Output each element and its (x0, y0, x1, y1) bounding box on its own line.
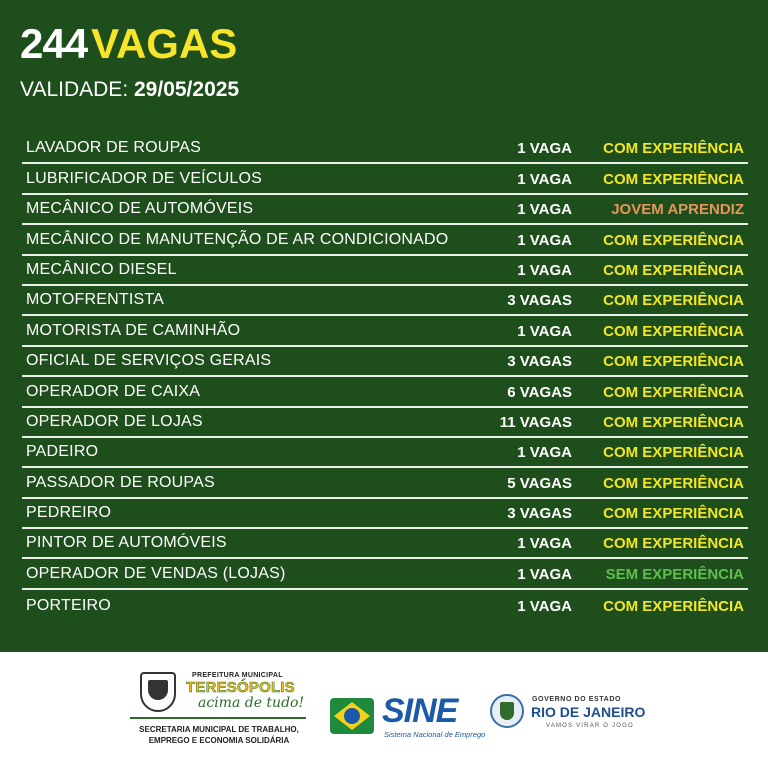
job-requirement: COM EXPERIÊNCIA (603, 261, 744, 279)
job-requirement: COM EXPERIÊNCIA (603, 598, 744, 616)
job-quantity: 1 VAGA (517, 322, 572, 340)
state-seal-icon (490, 694, 524, 728)
job-requirement: COM EXPERIÊNCIA (603, 322, 744, 340)
job-requirement: COM EXPERIÊNCIA (603, 413, 744, 431)
job-requirement: JOVEM APRENDIZ (611, 201, 744, 219)
job-quantity: 3 VAGAS (507, 292, 572, 310)
brazil-flag-icon (330, 694, 374, 738)
validity-date: 29/05/2025 (134, 78, 240, 101)
sine-subtitle: Sistema Nacional de Emprego (384, 730, 486, 739)
job-title: PADEIRO (26, 443, 99, 461)
job-requirement: COM EXPERIÊNCIA (603, 140, 744, 158)
footer-logos (0, 652, 768, 768)
crest-icon (140, 672, 176, 712)
job-quantity: 1 VAGA (517, 140, 572, 158)
job-quantity: 3 VAGAS (507, 353, 572, 371)
job-title: PINTOR DE AUTOMÓVEIS (26, 534, 227, 552)
job-requirement: COM EXPERIÊNCIA (603, 535, 744, 553)
job-requirement: COM EXPERIÊNCIA (603, 353, 744, 371)
rio-de-janeiro-logo (490, 690, 650, 740)
state-tagline: VAMOS VIRAR O JOGO (546, 723, 634, 729)
sine-logo (330, 692, 486, 742)
job-requirement: COM EXPERIÊNCIA (603, 170, 744, 188)
job-row (22, 499, 748, 529)
job-row (22, 225, 748, 255)
teresopolis-logo (130, 670, 308, 760)
job-quantity: 1 VAGA (517, 598, 572, 616)
job-quantity: 5 VAGAS (507, 474, 572, 492)
job-title: MECÂNICO DIESEL (26, 260, 177, 278)
job-quantity: 1 VAGA (517, 261, 572, 279)
divider (130, 717, 306, 719)
job-row (22, 529, 748, 559)
job-row (22, 134, 748, 164)
job-title: MECÂNICO DE AUTOMÓVEIS (26, 200, 254, 218)
job-title: MECÂNICO DE MANUTENÇÃO DE AR CONDICIONADO (26, 230, 449, 248)
job-title: OFICIAL DE SERVIÇOS GERAIS (26, 352, 272, 370)
vacancy-count: 244 (20, 20, 88, 67)
job-row (22, 195, 748, 225)
job-row (22, 468, 748, 498)
headline-title: VAGAS (91, 20, 238, 67)
job-requirement: SEM EXPERIÊNCIA (605, 565, 744, 583)
job-row (22, 316, 748, 346)
job-requirement: COM EXPERIÊNCIA (603, 505, 744, 523)
sine-name: SINE (382, 692, 458, 730)
job-requirement: COM EXPERIÊNCIA (603, 383, 744, 401)
job-row (22, 256, 748, 286)
job-quantity: 1 VAGA (517, 201, 572, 219)
job-title: MOTORISTA DE CAMINHÃO (26, 321, 241, 339)
job-row (22, 438, 748, 468)
job-row (22, 408, 748, 438)
job-requirement: COM EXPERIÊNCIA (603, 444, 744, 462)
job-title: OPERADOR DE LOJAS (26, 412, 203, 430)
job-quantity: 3 VAGAS (507, 505, 572, 523)
job-title: OPERADOR DE CAIXA (26, 382, 201, 400)
job-quantity: 11 VAGAS (499, 413, 572, 431)
secretaria-line-2: EMPREGO E ECONOMIA SOLIDÁRIA (148, 736, 290, 745)
job-row (22, 559, 748, 589)
job-title: PORTEIRO (26, 597, 111, 615)
job-title: PASSADOR DE ROUPAS (26, 473, 215, 491)
headline (20, 20, 237, 68)
job-title: PEDREIRO (26, 504, 112, 522)
job-requirement: COM EXPERIÊNCIA (603, 231, 744, 249)
job-title: LAVADOR DE ROUPAS (26, 139, 201, 157)
job-list (22, 134, 748, 620)
job-quantity: 6 VAGAS (507, 383, 572, 401)
job-row (22, 590, 748, 620)
job-quantity: 1 VAGA (517, 565, 572, 583)
job-title: OPERADOR DE VENDAS (LOJAS) (26, 564, 286, 582)
job-quantity: 1 VAGA (517, 535, 572, 553)
state-name: RIO DE JANEIRO (531, 704, 646, 720)
job-quantity: 1 VAGA (517, 444, 572, 462)
job-title: MOTOFRENTISTA (26, 291, 165, 309)
job-row (22, 347, 748, 377)
secretaria-line-1: SECRETARIA MUNICIPAL DE TRABALHO, (139, 725, 299, 734)
job-row (22, 377, 748, 407)
validity-label: VALIDADE: (20, 78, 129, 101)
job-requirement: COM EXPERIÊNCIA (603, 474, 744, 492)
job-row (22, 286, 748, 316)
job-quantity: 1 VAGA (517, 231, 572, 249)
prefeitura-label: PREFEITURA MUNICIPAL (192, 672, 283, 679)
job-quantity: 1 VAGA (517, 170, 572, 188)
job-requirement: COM EXPERIÊNCIA (603, 292, 744, 310)
validity-line (20, 78, 239, 102)
job-row (22, 164, 748, 194)
governo-label: GOVERNO DO ESTADO (532, 696, 622, 703)
job-title: LUBRIFICADOR DE VEÍCULOS (26, 169, 262, 187)
city-name: TERESÓPOLIS (186, 679, 295, 696)
city-slogan: acima de tudo! (198, 695, 305, 711)
